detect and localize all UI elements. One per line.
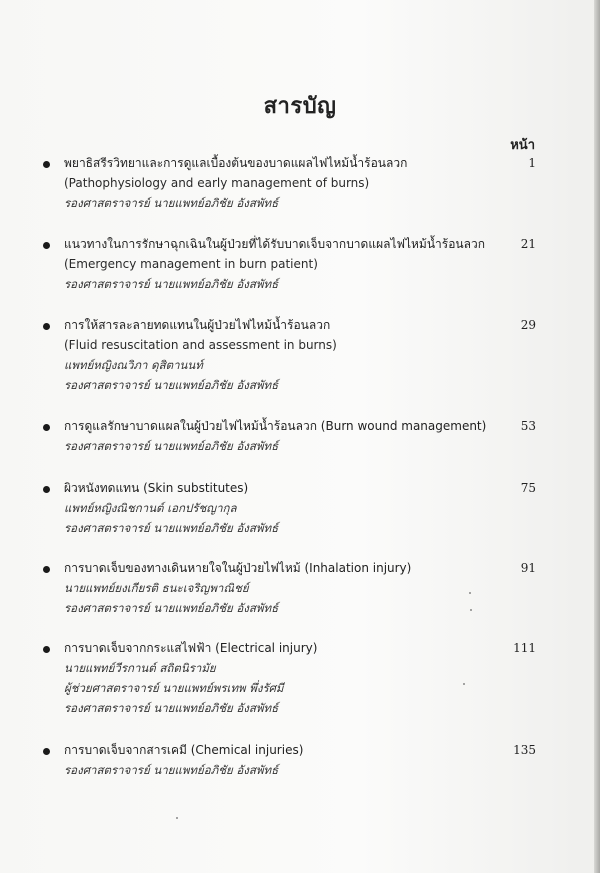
toc-page-number: 53	[520, 419, 536, 433]
bullet-icon	[43, 242, 50, 249]
scan-speck	[469, 592, 471, 594]
toc-page-number: 135	[513, 743, 536, 757]
toc-page-number: 75	[520, 481, 536, 495]
page-title: สารบัญ	[263, 94, 337, 119]
toc-title-line: การบาดเจ็บของทางเดินหายใจในผู้ป่วยไฟไหม้ (Inhalation injury)	[64, 561, 412, 575]
toc-author: รองศาสตราจารย์ นายแพทย์อภิชัย อังสพัทธ์	[64, 763, 279, 777]
toc-page-number: 111	[513, 641, 536, 655]
scan-speck	[176, 817, 178, 819]
toc-author: รองศาสตราจารย์ นายแพทย์อภิชัย อังสพัทธ์	[64, 277, 279, 291]
toc-author: รองศาสตราจารย์ นายแพทย์อภิชัย อังสพัทธ์	[64, 521, 279, 535]
toc-title-line: การดูแลรักษาบาดแผลในผู้ป่วยไฟไหม้น้ำร้อนลวก (Burn wound management)	[64, 419, 487, 433]
toc-title-line: การบาดเจ็บจากสารเคมี (Chemical injuries)	[64, 743, 304, 757]
toc-author: นายแพทย์วีรกานต์ สถิตนิรามัย	[64, 661, 216, 675]
toc-page-number: 91	[520, 561, 536, 575]
toc-author: นายแพทย์ยงเกียรติ ธนะเจริญพาณิชย์	[64, 581, 249, 595]
toc-author: รองศาสตราจารย์ นายแพทย์อภิชัย อังสพัทธ์	[64, 439, 279, 453]
scan-speck	[463, 683, 465, 685]
page-edge-shadow	[594, 0, 600, 873]
bullet-icon	[43, 424, 50, 431]
bullet-icon	[43, 566, 50, 573]
bullet-icon	[43, 323, 50, 330]
toc-title-line: การบาดเจ็บจากกระแสไฟฟ้า (Electrical injury)	[64, 641, 318, 655]
toc-title-line: (Pathophysiology and early management of burns)	[64, 176, 370, 190]
bullet-icon	[43, 748, 50, 755]
scan-speck	[470, 609, 472, 611]
bullet-icon	[43, 486, 50, 493]
toc-author: รองศาสตราจารย์ นายแพทย์อภิชัย อังสพัทธ์	[64, 601, 279, 615]
bullet-icon	[43, 161, 50, 168]
toc-author: ผู้ช่วยศาสตราจารย์ นายแพทย์พรเทพ พึ่งรัศมี	[64, 681, 284, 695]
toc-title-line: พยาธิสรีรวิทยาและการดูแลเบื้องต้นของบาดแผลไฟไหม้น้ำร้อนลวก	[64, 156, 408, 170]
toc-page-number: 1	[528, 156, 536, 170]
toc-title-line: การให้สารละลายทดแทนในผู้ป่วยไฟไหม้น้ำร้อนลวก	[64, 318, 331, 332]
toc-author: แพทย์หญิงณิชกานต์ เอกปรัชญากุล	[64, 501, 237, 515]
toc-page-number: 21	[520, 237, 536, 251]
page-number-column-header: หน้า	[510, 138, 535, 153]
toc-page-number: 29	[520, 318, 536, 332]
bullet-icon	[43, 646, 50, 653]
toc-author: รองศาสตราจารย์ นายแพทย์อภิชัย อังสพัทธ์	[64, 196, 279, 210]
toc-title-line: (Fluid resuscitation and assessment in burns)	[64, 338, 337, 352]
toc-title-line: ผิวหนังทดแทน (Skin substitutes)	[64, 481, 249, 495]
toc-author: แพทย์หญิงณวิภา ดุสิตานนท์	[64, 358, 203, 372]
toc-author: รองศาสตราจารย์ นายแพทย์อภิชัย อังสพัทธ์	[64, 701, 279, 715]
toc-title-line: (Emergency management in burn patient)	[64, 257, 318, 271]
toc-title-line: แนวทางในการรักษาฉุกเฉินในผู้ป่วยที่ได้รับบาดเจ็บจากบาดแผลไฟไหม้น้ำร้อนลวก	[64, 237, 485, 251]
toc-author: รองศาสตราจารย์ นายแพทย์อภิชัย อังสพัทธ์	[64, 378, 279, 392]
